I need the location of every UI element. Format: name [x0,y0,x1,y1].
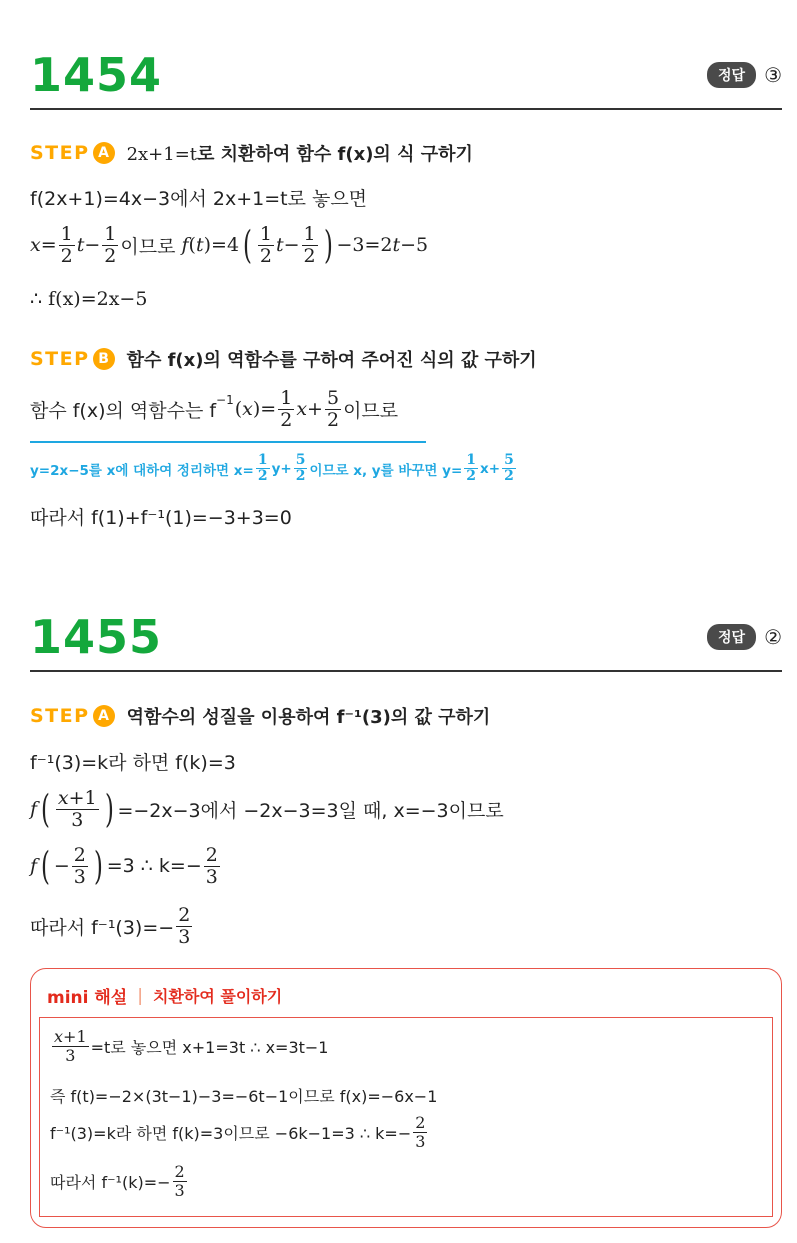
mini-explanation-box [30,968,782,1228]
step-label: STEP [30,142,90,164]
solution-final: 따라서 f(1)+f⁻¹(1)=−3+3=0 [30,507,292,529]
mini-line-1: $\frac{x+1}{3}$ =t로 놓으면 x+1=3t ∴ x=3t−1 [54,1027,329,1065]
divider [30,670,782,672]
mini-line-3: f⁻¹(3)=k라 하면 f(k)=3이므로 −6k−1=3 ∴ k=− $\frac{2}{3}$ [50,1113,426,1151]
mini-title: 치환하여 풀이하기 [152,987,283,1006]
answer-indicator [707,62,782,88]
solution-line-2: x = $\frac{1}{2}$ t − $\frac{1}{2}$ 이므로 f ( t )=4 ( $\frac{1}{2}$ t − $\frac{1}{2}$ ) −3=2 t −5 [30,223,429,268]
solution-line-b1: 함수 f(x)의 역함수는 f −1 ( x )= $\frac{1}{2}$ x + $\frac{5}{2}$ 이므로 [30,387,399,431]
solution-final: 따라서 f⁻¹(3)=− $\frac{2}{3}$ [30,904,191,948]
solution-line-1: f⁻¹(3)=k라 하면 f(k)=3 [30,752,236,774]
side-note: y=2x−5를 x에 대하여 정리하면 x= $\frac{1}{2}$ y+ $\frac{5}{2}$ 이므로 x, y를 바꾸면 y= $\frac{1}{2}$ x+ $\frac{5}{2}$ [30,452,514,485]
mini-line-4: 따라서 f⁻¹(k)=− $\frac{2}{3}$ [50,1162,185,1200]
mini-header [47,983,282,1008]
answer-indicator [707,624,782,650]
step-a-heading [30,140,473,166]
step-title: 2x+1=t로 치환하여 함수 f(x)의 식 구하기 [126,144,473,165]
step-badge: B [93,348,115,370]
solution-line-2: f ( $\frac{x+1}{3}$ ) =−2x−3에서 −2x−3=3일 때, x=−3이므로 [30,787,504,832]
step-badge: A [93,142,115,164]
problem-1455 [30,610,782,960]
solution-line-3: ∴ f(x)=2x−5 [30,288,148,310]
highlight-underline [30,441,426,443]
step-b-heading [30,346,537,372]
answer-label-badge: 정답 [707,624,756,650]
mini-line-2: 즉 f(t)=−2×(3t−1)−3=−6t−1이므로 f(x)=−6x−1 [50,1087,438,1106]
problem-number: 1454 [30,48,163,102]
divider [30,108,782,110]
step-title: 역함수의 성질을 이용하여 f⁻¹(3)의 값 구하기 [126,707,491,728]
answer-value: ③ [764,63,782,87]
solution-line-3: f ( − $\frac{2}{3}$ ) =3 ∴ k=− $\frac{2}{3}$ [30,844,218,889]
problem-number: 1455 [30,610,163,664]
answer-label-badge: 정답 [707,62,756,88]
step-label: STEP [30,705,90,727]
step-badge: A [93,705,115,727]
mini-label: mini 해설 [47,988,128,1008]
mini-separator: | [137,985,143,1006]
step-label: STEP [30,348,90,370]
mini-solution-box [39,1017,773,1217]
step-a-heading [30,703,490,729]
answer-value: ② [764,625,782,649]
step-title: 함수 f(x)의 역함수를 구하여 주어진 식의 값 구하기 [126,350,537,371]
solution-line-1: f(2x+1)=4x−3에서 2x+1=t로 놓으면 [30,188,368,210]
problem-1454 [30,48,782,538]
